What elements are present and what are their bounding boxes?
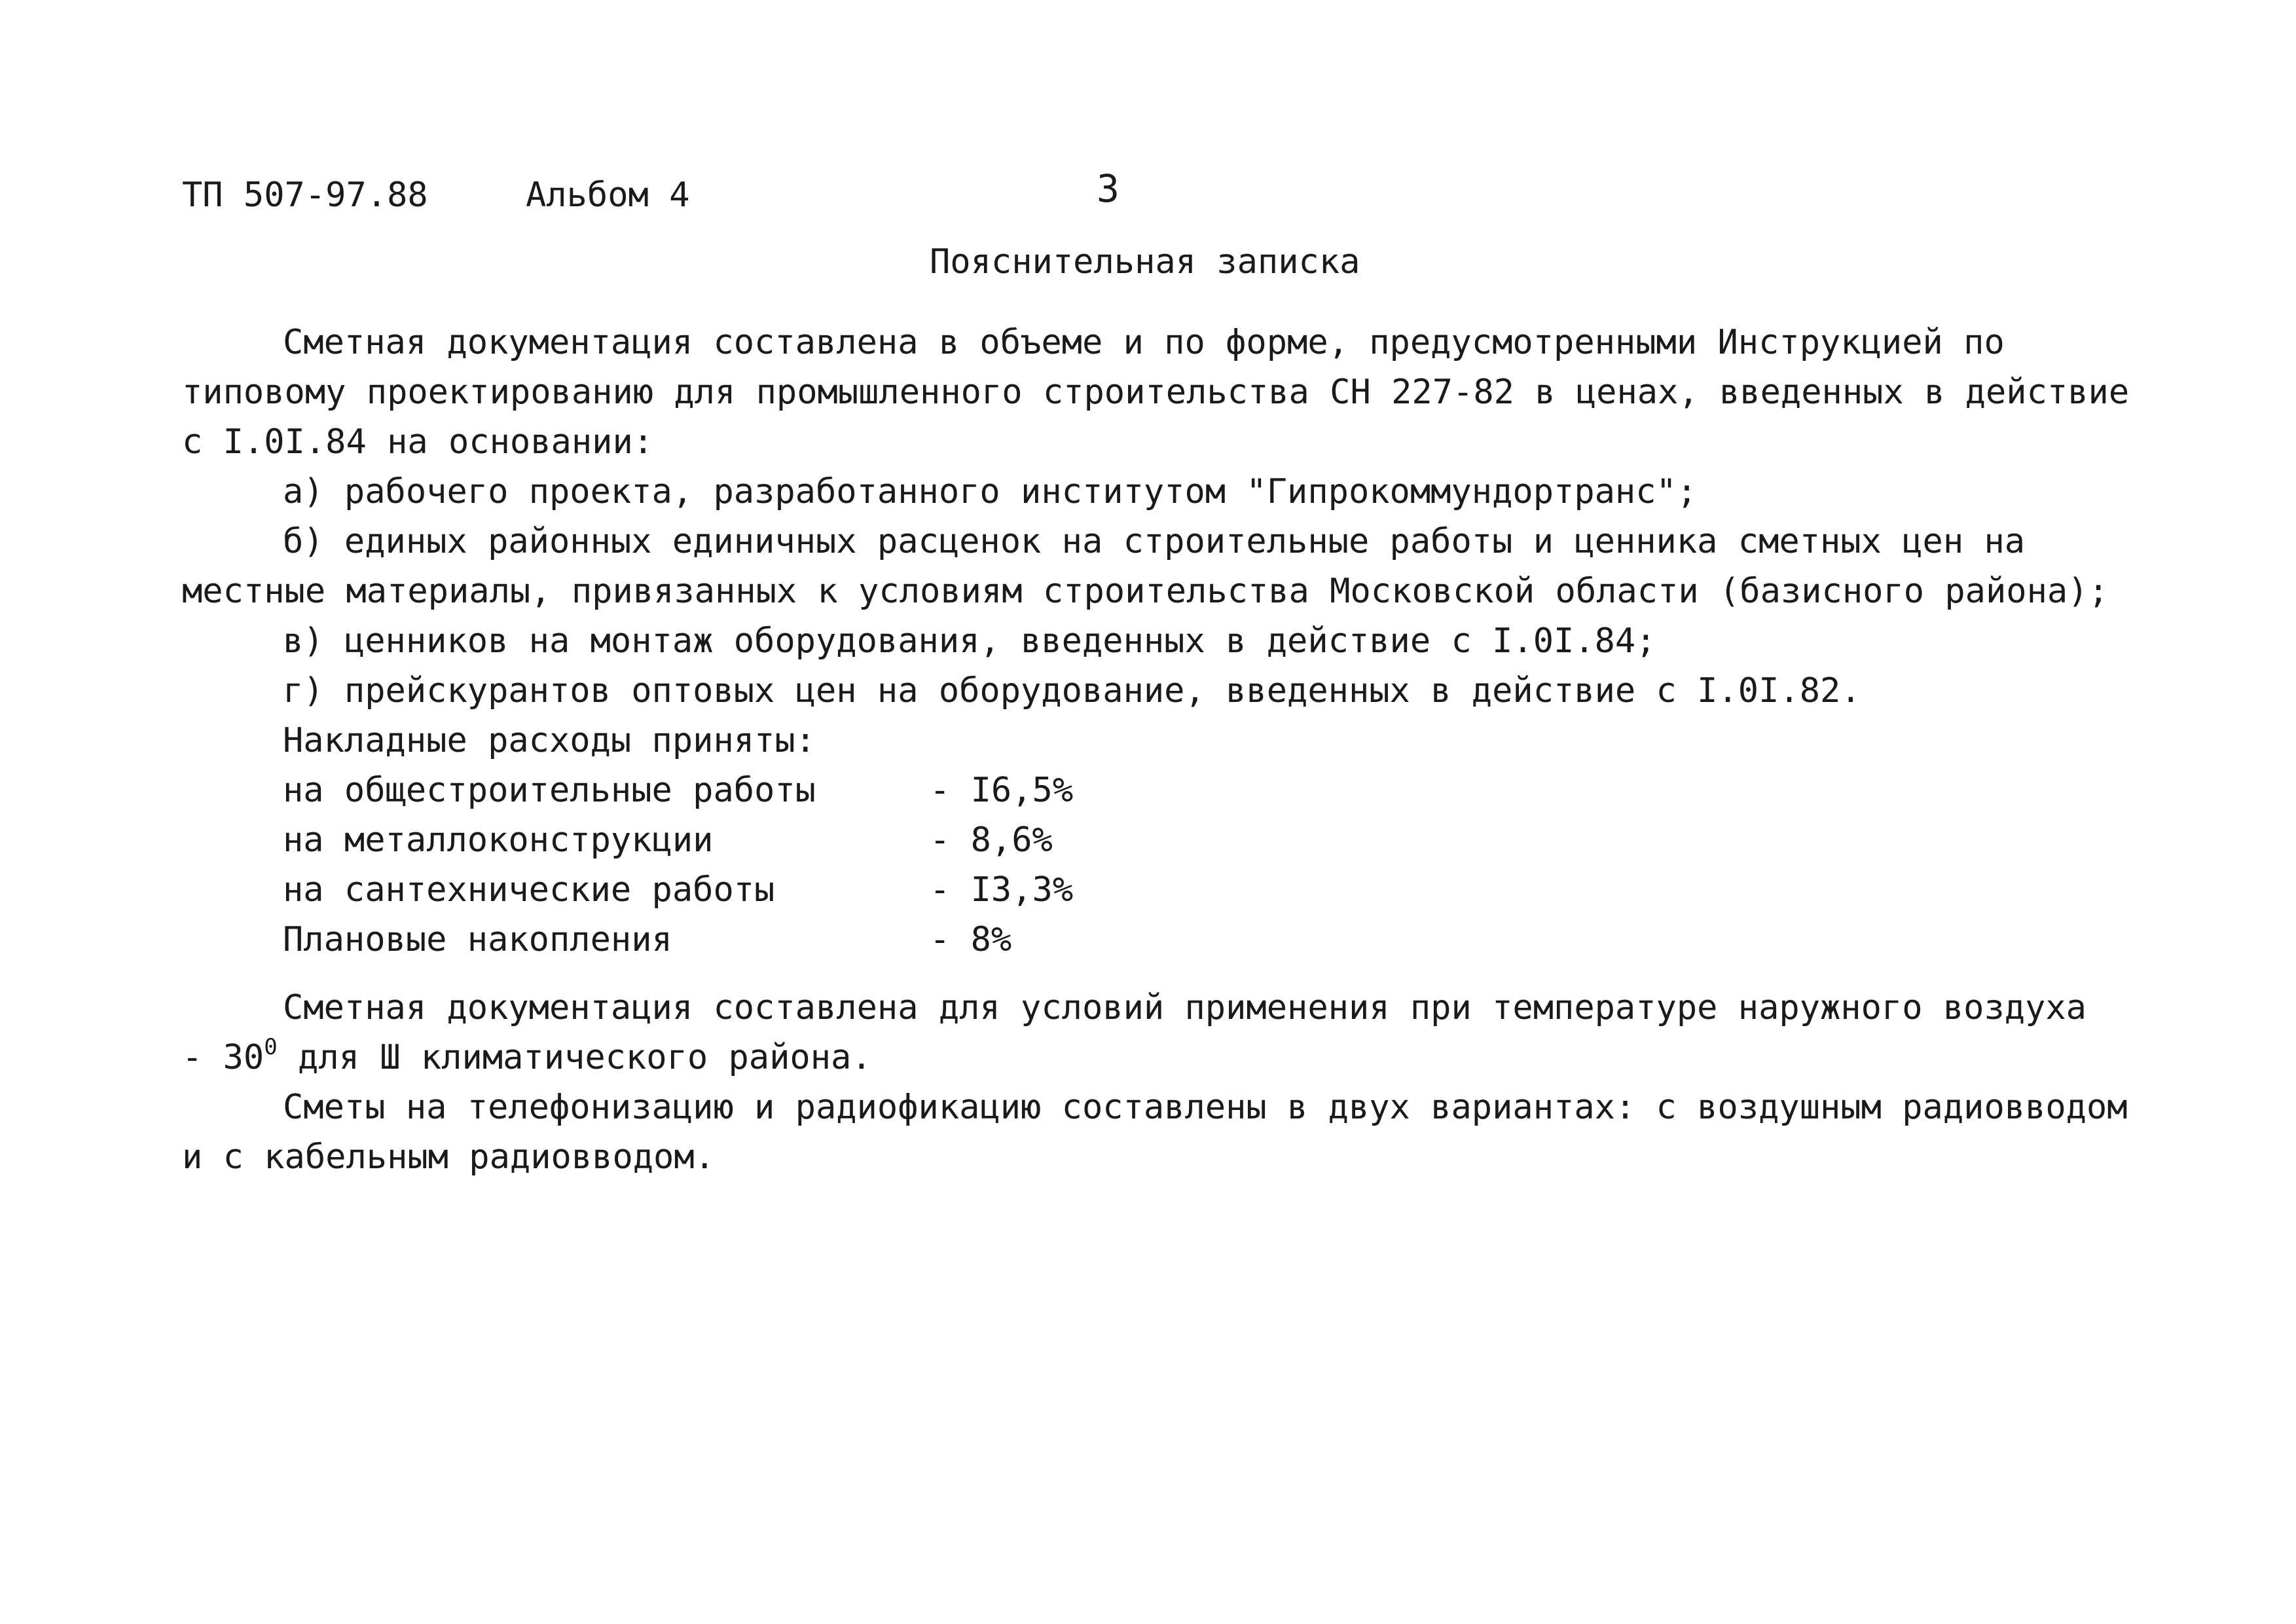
item-g: г) прейскурантов оптовых цен на оборудование, введенных в действие с I.0I.82.: [283, 671, 1861, 710]
intro-line-3: с I.0I.84 на основании:: [182, 422, 654, 462]
estimates-line-2: и с кабельным радиовводом.: [182, 1137, 715, 1177]
rate-value-metal: - 8,6%: [930, 821, 1053, 860]
album-label: Альбом 4: [526, 175, 690, 215]
item-b-line-2: местные материалы, привязанных к условиям строительства Московской области (базисного района);: [182, 572, 2109, 611]
item-v: в) ценников на монтаж оборудования, введенных в действие с I.0I.84;: [283, 621, 1656, 661]
conditions-temp: - 30: [182, 1038, 264, 1077]
document-code: ТП 507-97.88: [182, 175, 428, 215]
rate-label-planned: Плановые накопления: [283, 920, 672, 959]
rate-value-general: - I6,5%: [930, 771, 1074, 810]
estimates-line-1: Сметы на телефонизацию и радиофикацию составлены в двух вариантах: с воздушным радиовводом: [283, 1088, 2128, 1127]
page-title: Пояснительная записка: [930, 242, 1360, 282]
item-a: а) рабочего проекта, разработанного институтом "Гипрокоммундортранс";: [283, 472, 1698, 511]
rate-label-plumbing: на сантехнические работы: [283, 870, 775, 910]
intro-line-1: Сметная документация составлена в объеме и по форме, предусмотренными Инструкцией по: [283, 323, 2005, 362]
rate-label-metal: на металлоконструкции: [283, 821, 714, 860]
rate-label-general: на общестроительные работы: [283, 771, 816, 810]
conditions-line-2: [182, 1034, 872, 1078]
conditions-region: для Ш климатического района.: [277, 1038, 872, 1077]
page-number: 3: [1097, 166, 1120, 211]
rate-value-planned: - 8%: [930, 920, 1012, 959]
overheads-heading: Накладные расходы приняты:: [283, 721, 816, 760]
rate-value-plumbing: - I3,3%: [930, 870, 1074, 910]
degree-mark: 0: [264, 1034, 278, 1060]
intro-line-2: типовому проектированию для промышленного строительства СН 227-82 в ценах, введенных в действие: [182, 373, 2130, 412]
conditions-line-1: Сметная документация составлена для условий применения при температуре наружного воздуха: [283, 988, 2086, 1027]
item-b-line-1: б) единых районных единичных расценок на строительные работы и ценника сметных цен на: [283, 522, 2026, 561]
